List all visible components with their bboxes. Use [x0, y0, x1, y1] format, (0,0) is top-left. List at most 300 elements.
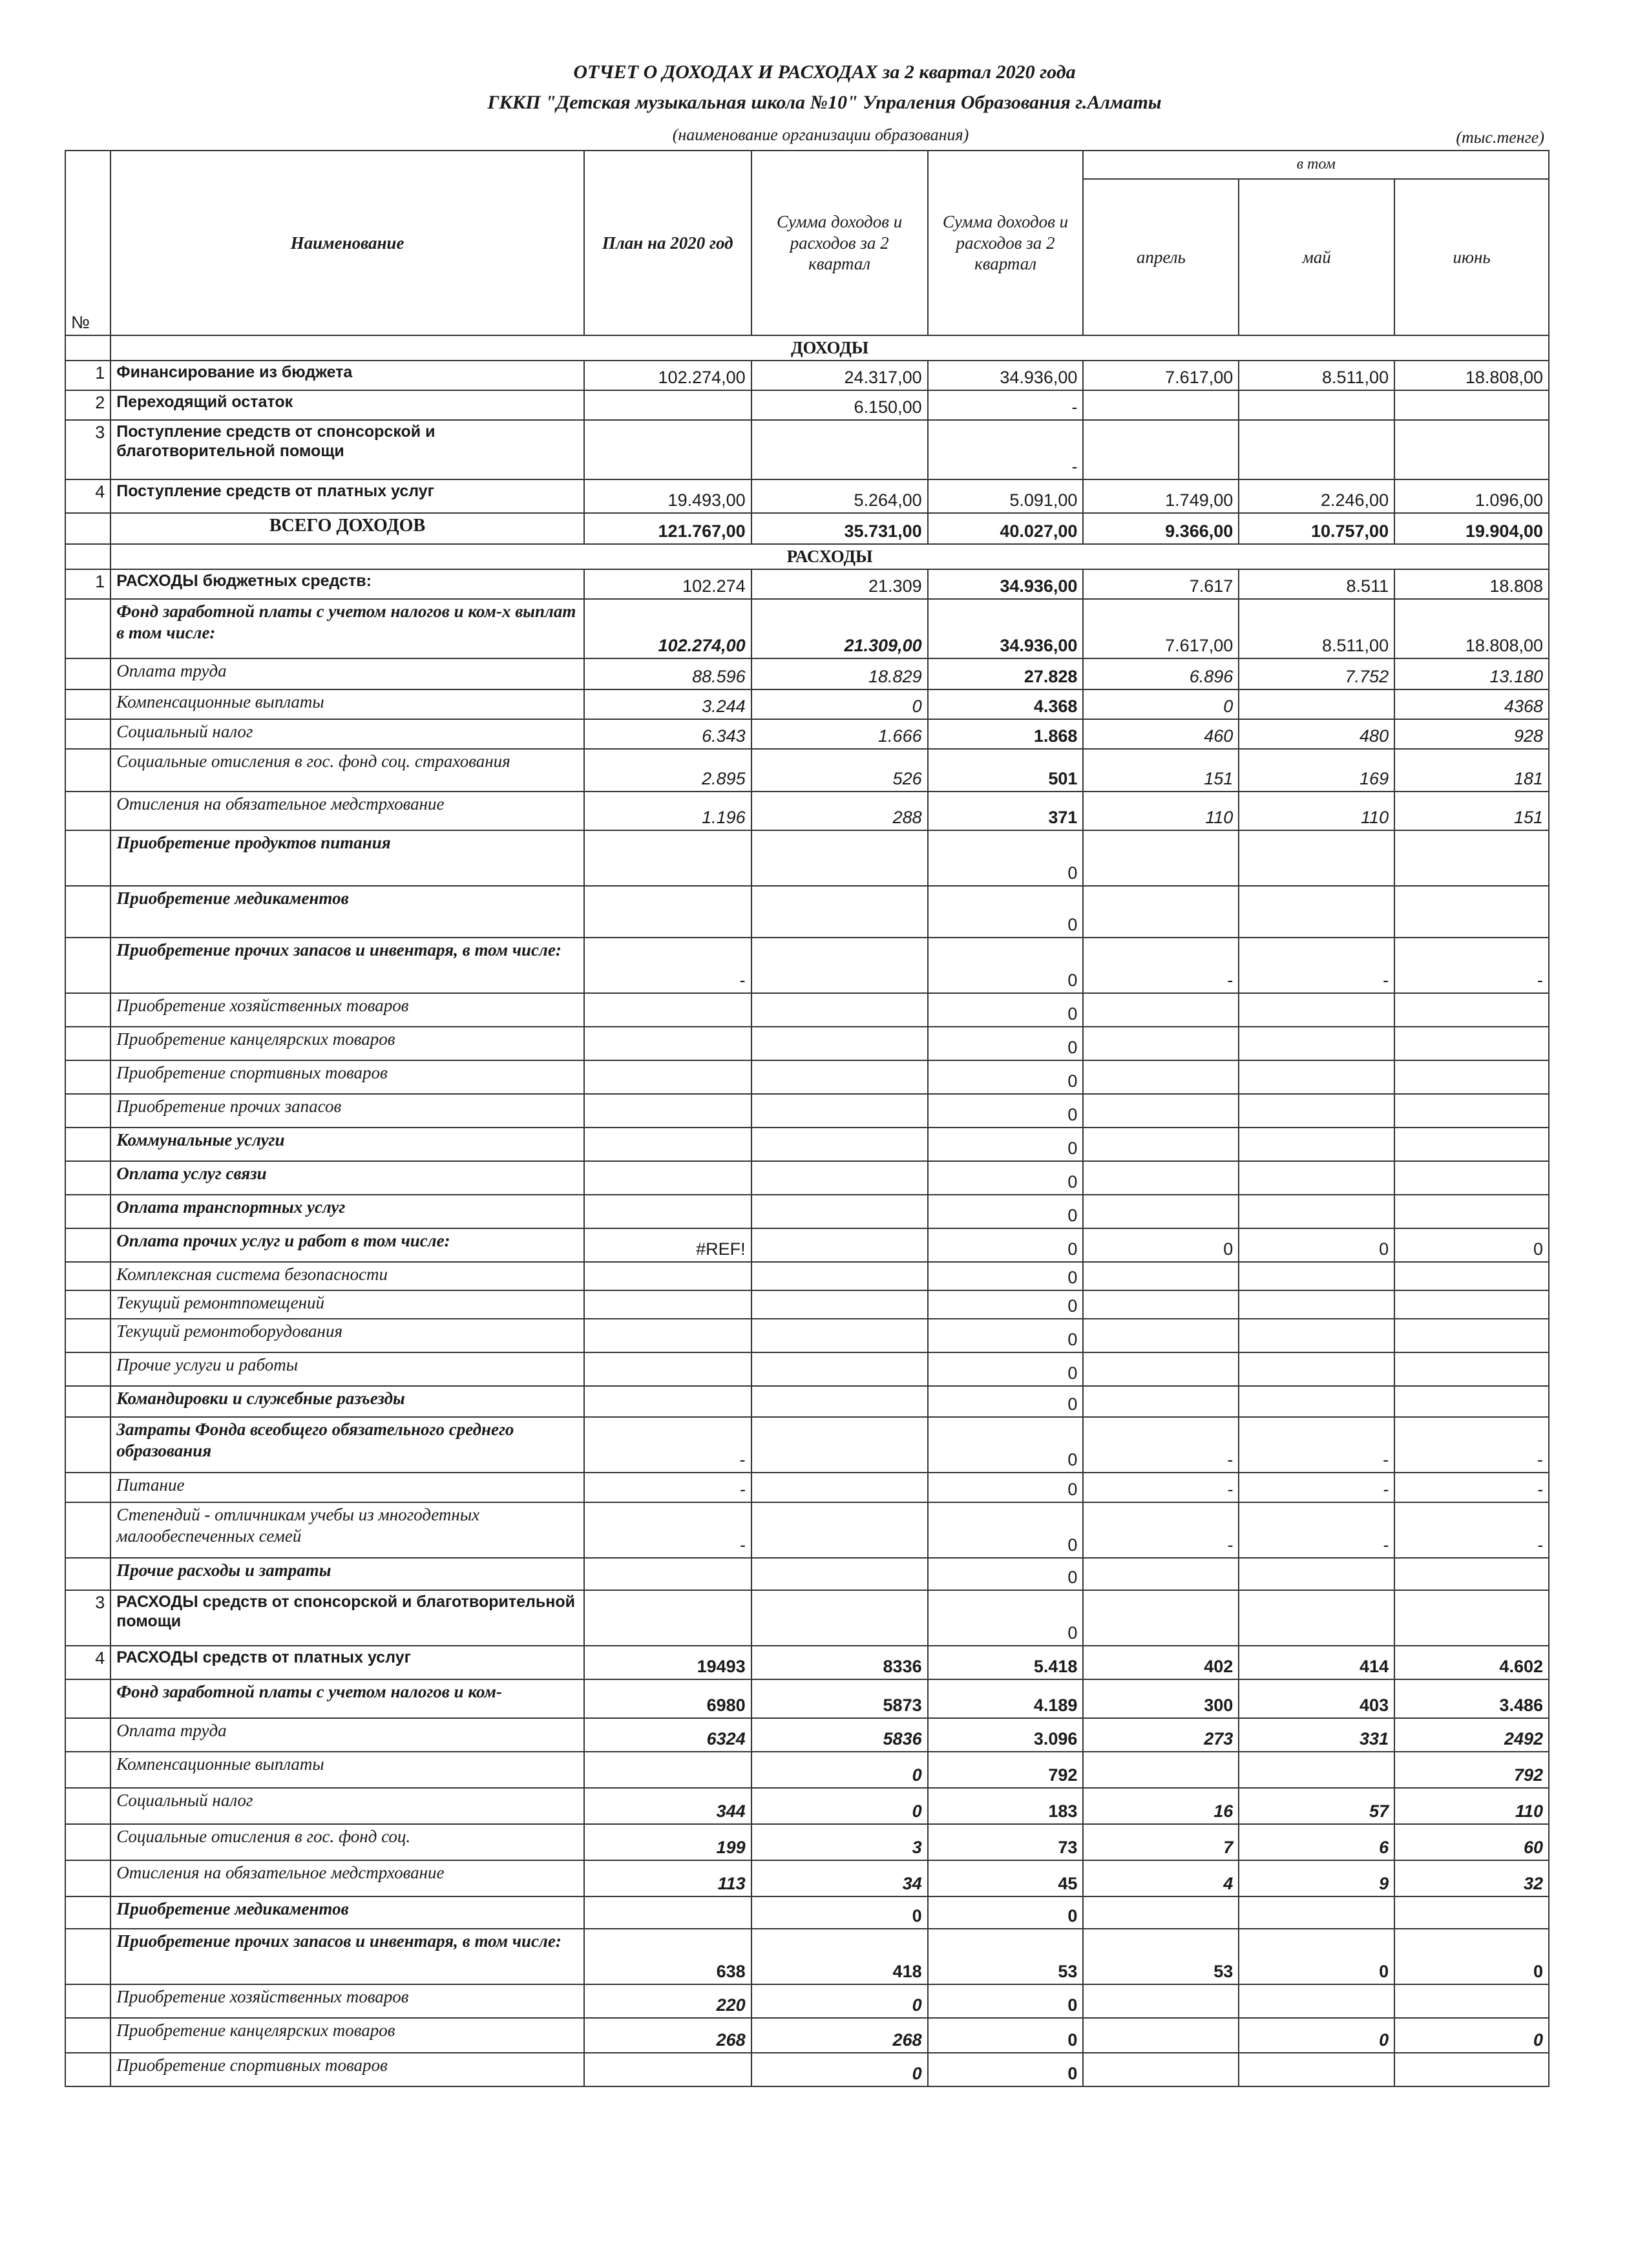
cell-q2: 21.309,00	[751, 599, 928, 658]
row-number	[65, 1417, 110, 1473]
cell-april	[1083, 1984, 1239, 2018]
cell-plan	[584, 1290, 751, 1319]
cell-plan	[584, 420, 751, 479]
row-number	[65, 1718, 110, 1752]
cell-june: 60	[1394, 1824, 1549, 1860]
cell-april: 460	[1083, 719, 1239, 749]
cell-plan	[584, 1752, 751, 1788]
cell-q2-alt: -	[928, 390, 1084, 420]
cell-q2-alt: -	[928, 420, 1084, 479]
cell-april	[1083, 886, 1239, 938]
cell-may: 8.511,00	[1239, 599, 1394, 658]
cell-june	[1394, 993, 1549, 1027]
cell-plan	[584, 1060, 751, 1094]
table-row	[65, 1290, 1549, 1319]
row-number: 4	[65, 1646, 110, 1679]
row-number	[65, 1228, 110, 1262]
cell-april	[1083, 2018, 1239, 2053]
row-name: РАСХОДЫ бюджетных средств:	[110, 569, 584, 599]
cell-plan	[584, 1094, 751, 1128]
row-number	[65, 1558, 110, 1590]
cell-april: 110	[1083, 792, 1239, 830]
table-row	[65, 1195, 1549, 1228]
cell-q2: 0	[751, 689, 928, 719]
cell-may	[1239, 1094, 1394, 1128]
cell-q2: 0	[751, 2053, 928, 2086]
row-number	[65, 513, 110, 544]
cell-plan: 2.895	[584, 749, 751, 792]
row-number	[65, 792, 110, 830]
cell-q2-alt: 0	[928, 1262, 1084, 1290]
cell-april: 300	[1083, 1679, 1239, 1718]
table-row	[65, 1590, 1549, 1646]
cell-may: 110	[1239, 792, 1394, 830]
cell-plan	[584, 1590, 751, 1646]
cell-q2-alt: 1.868	[928, 719, 1084, 749]
row-name: Социальный налог	[110, 719, 584, 749]
cell-may: -	[1239, 1473, 1394, 1502]
cell-may	[1239, 830, 1394, 886]
cell-may: 331	[1239, 1718, 1394, 1752]
cell-april: 273	[1083, 1718, 1239, 1752]
row-number	[65, 689, 110, 719]
cell-q2-alt: 4.189	[928, 1679, 1084, 1718]
table-row	[65, 1984, 1549, 2018]
row-name: Приобретение спортивных товаров	[110, 2053, 584, 2086]
cell-plan: 638	[584, 1929, 751, 1984]
cell-june	[1394, 390, 1549, 420]
cell-april	[1083, 1896, 1239, 1929]
row-name: Оплата транспортных услуг	[110, 1195, 584, 1228]
cell-plan	[584, 1896, 751, 1929]
table-row	[65, 749, 1549, 792]
row-number	[65, 1319, 110, 1352]
cell-june: -	[1394, 1502, 1549, 1558]
cell-q2-alt: 0	[928, 2053, 1084, 2086]
cell-may: 6	[1239, 1824, 1394, 1860]
row-name: Оплата труда	[110, 658, 584, 689]
row-name: Социальные отисления в гос. фонд соц.	[110, 1824, 584, 1860]
row-name: Фонд заработной платы с учетом налогов и ком-х выплат в том числе:	[110, 599, 584, 658]
cell-april	[1083, 1290, 1239, 1319]
table-row	[65, 1824, 1549, 1860]
section-spacer	[65, 335, 110, 361]
row-name: Приобретение хозяйственных товаров	[110, 993, 584, 1027]
cell-june	[1394, 1195, 1549, 1228]
cell-q2: 0	[751, 1788, 928, 1824]
cell-may: 0	[1239, 1929, 1394, 1984]
cell-q2	[751, 1094, 928, 1128]
row-number	[65, 1860, 110, 1896]
cell-april	[1083, 830, 1239, 886]
cell-q2-alt: 0	[928, 1195, 1084, 1228]
row-number	[65, 1473, 110, 1502]
cell-q2	[751, 993, 928, 1027]
cell-june	[1394, 2053, 1549, 2086]
row-number	[65, 1161, 110, 1195]
cell-q2	[751, 1128, 928, 1161]
col-header-plan: План на 2020 год	[584, 151, 751, 335]
row-name: Прочие услуги и работы	[110, 1352, 584, 1386]
row-name: Оплата услуг связи	[110, 1161, 584, 1195]
cell-april: -	[1083, 938, 1239, 993]
cell-april	[1083, 390, 1239, 420]
cell-may: 0	[1239, 2018, 1394, 2053]
row-name: Приобретение прочих запасов	[110, 1094, 584, 1128]
table-row	[65, 1228, 1549, 1262]
cell-june: 19.904,00	[1394, 513, 1549, 544]
table-row	[65, 1558, 1549, 1590]
cell-may	[1239, 1319, 1394, 1352]
cell-q2-alt: 0	[928, 993, 1084, 1027]
cell-june: 0	[1394, 2018, 1549, 2053]
cell-june	[1394, 886, 1549, 938]
cell-june	[1394, 1386, 1549, 1417]
cell-q2-alt: 501	[928, 749, 1084, 792]
cell-june: 928	[1394, 719, 1549, 749]
cell-plan	[584, 1386, 751, 1417]
table-body	[65, 335, 1549, 2086]
col-header-sum-q2: Сумма доходов и расходов за 2 квартал	[751, 151, 928, 335]
cell-april: 7	[1083, 1824, 1239, 1860]
cell-april	[1083, 1128, 1239, 1161]
row-name: РАСХОДЫ средств от платных услуг	[110, 1646, 584, 1679]
table-row	[65, 2018, 1549, 2053]
cell-june: 4368	[1394, 689, 1549, 719]
cell-plan: 88.596	[584, 658, 751, 689]
cell-april: 402	[1083, 1646, 1239, 1679]
row-number	[65, 1386, 110, 1417]
table-row	[65, 1679, 1549, 1718]
table-row	[65, 938, 1549, 993]
row-name: Оплата прочих услуг и работ в том числе:	[110, 1228, 584, 1262]
col-header-june: июнь	[1394, 179, 1549, 335]
row-name: Финансирование из бюджета	[110, 361, 584, 390]
cell-q2-alt: 27.828	[928, 658, 1084, 689]
cell-q2: 6.150,00	[751, 390, 928, 420]
cell-plan: 121.767,00	[584, 513, 751, 544]
cell-june: 1.096,00	[1394, 479, 1549, 513]
row-number: 4	[65, 479, 110, 513]
cell-plan: #REF!	[584, 1228, 751, 1262]
col-header-sum-q2-alt: Сумма доходов и расходов за 2 квартал	[928, 151, 1084, 335]
section-spacer	[65, 544, 110, 569]
cell-june	[1394, 830, 1549, 886]
table-row	[65, 361, 1549, 390]
cell-may	[1239, 993, 1394, 1027]
cell-june	[1394, 1896, 1549, 1929]
cell-june: 151	[1394, 792, 1549, 830]
table-row	[65, 886, 1549, 938]
cell-q2-alt: 5.418	[928, 1646, 1084, 1679]
cell-q2-alt: 34.936,00	[928, 361, 1084, 390]
cell-q2	[751, 1417, 928, 1473]
cell-q2-alt: 45	[928, 1860, 1084, 1896]
cell-april	[1083, 1386, 1239, 1417]
cell-june: 3.486	[1394, 1679, 1549, 1718]
cell-may: -	[1239, 1417, 1394, 1473]
cell-q2-alt: 34.936,00	[928, 599, 1084, 658]
row-number	[65, 1027, 110, 1060]
cell-april: 6.896	[1083, 658, 1239, 689]
cell-april	[1083, 420, 1239, 479]
cell-june	[1394, 1060, 1549, 1094]
currency-unit: (тыс.тенге)	[1456, 128, 1544, 147]
cell-april: -	[1083, 1417, 1239, 1473]
row-number	[65, 1679, 110, 1718]
cell-june: 18.808,00	[1394, 361, 1549, 390]
cell-q2: 1.666	[751, 719, 928, 749]
cell-q2	[751, 1352, 928, 1386]
cell-june	[1394, 420, 1549, 479]
cell-q2	[751, 1386, 928, 1417]
cell-may: 0	[1239, 1228, 1394, 1262]
row-name: Степендий - отличникам учебы из многодетных малообеспеченных семей	[110, 1502, 584, 1558]
table-row	[65, 1027, 1549, 1060]
cell-april: 53	[1083, 1929, 1239, 1984]
table-row	[65, 719, 1549, 749]
cell-april: 7.617	[1083, 569, 1239, 599]
cell-q2	[751, 420, 928, 479]
cell-q2-alt: 0	[928, 1590, 1084, 1646]
cell-april	[1083, 1094, 1239, 1128]
cell-q2: 5836	[751, 1718, 928, 1752]
cell-q2	[751, 1590, 928, 1646]
cell-may: -	[1239, 938, 1394, 993]
row-number	[65, 1290, 110, 1319]
cell-may: 57	[1239, 1788, 1394, 1824]
cell-may	[1239, 1896, 1394, 1929]
cell-june: 18.808,00	[1394, 599, 1549, 658]
row-number	[65, 1128, 110, 1161]
row-number	[65, 1060, 110, 1094]
col-header-name: Наименование	[110, 151, 584, 335]
cell-plan: 6324	[584, 1718, 751, 1752]
cell-q2-alt: 0	[928, 1473, 1084, 1502]
cell-april: 16	[1083, 1788, 1239, 1824]
table-row	[65, 1718, 1549, 1752]
table-row	[65, 569, 1549, 599]
row-number	[65, 1094, 110, 1128]
cell-june: 13.180	[1394, 658, 1549, 689]
cell-june: -	[1394, 938, 1549, 993]
row-number	[65, 830, 110, 886]
cell-june: -	[1394, 1417, 1549, 1473]
cell-q2: 268	[751, 2018, 928, 2053]
cell-april	[1083, 2053, 1239, 2086]
cell-june: 2492	[1394, 1718, 1549, 1752]
row-name: Поступление средств от спонсорской и благотворительной помощи	[110, 420, 584, 479]
row-name: Социальный налог	[110, 1788, 584, 1824]
cell-plan	[584, 886, 751, 938]
cell-may	[1239, 1262, 1394, 1290]
cell-may	[1239, 689, 1394, 719]
row-name: Отисления на обязательное медстрхование	[110, 1860, 584, 1896]
cell-june	[1394, 1094, 1549, 1128]
cell-may	[1239, 1590, 1394, 1646]
table-row	[65, 689, 1549, 719]
row-name: Приобретение продуктов питания	[110, 830, 584, 886]
report-title: ОТЧЕТ О ДОХОДАХ И РАСХОДАХ за 2 квартал 2020 года	[573, 61, 1076, 83]
cell-may	[1239, 1161, 1394, 1195]
cell-may: -	[1239, 1502, 1394, 1558]
cell-q2-alt: 0	[928, 1502, 1084, 1558]
cell-q2: 24.317,00	[751, 361, 928, 390]
cell-plan: 102.274,00	[584, 599, 751, 658]
cell-q2-alt: 0	[928, 1290, 1084, 1319]
cell-q2: 418	[751, 1929, 928, 1984]
col-header-no: №	[65, 151, 110, 335]
row-number	[65, 1929, 110, 1984]
cell-april: 151	[1083, 749, 1239, 792]
cell-plan: 3.244	[584, 689, 751, 719]
row-number	[65, 1352, 110, 1386]
row-number	[65, 1502, 110, 1558]
row-number	[65, 719, 110, 749]
row-name: Приобретение канцелярских товаров	[110, 2018, 584, 2053]
cell-june: 0	[1394, 1929, 1549, 1984]
cell-q2-alt: 0	[928, 1896, 1084, 1929]
cell-june: 32	[1394, 1860, 1549, 1896]
cell-q2: 18.829	[751, 658, 928, 689]
cell-q2-alt: 0	[928, 1094, 1084, 1128]
cell-may	[1239, 1195, 1394, 1228]
table-row	[65, 1386, 1549, 1417]
cell-june	[1394, 1558, 1549, 1590]
row-number	[65, 938, 110, 993]
cell-may	[1239, 1984, 1394, 2018]
cell-q2: 21.309	[751, 569, 928, 599]
row-number	[65, 993, 110, 1027]
table-row	[65, 1860, 1549, 1896]
cell-q2: 0	[751, 1896, 928, 1929]
cell-plan: -	[584, 938, 751, 993]
cell-april	[1083, 1027, 1239, 1060]
cell-may	[1239, 1752, 1394, 1788]
cell-q2	[751, 1502, 928, 1558]
cell-q2	[751, 1290, 928, 1319]
cell-q2	[751, 1262, 928, 1290]
cell-q2: 0	[751, 1984, 928, 2018]
cell-april	[1083, 993, 1239, 1027]
cell-april: 0	[1083, 1228, 1239, 1262]
cell-q2-alt: 0	[928, 1161, 1084, 1195]
cell-q2-alt: 183	[928, 1788, 1084, 1824]
cell-plan	[584, 993, 751, 1027]
cell-q2-alt: 0	[928, 1352, 1084, 1386]
cell-may: 7.752	[1239, 658, 1394, 689]
cell-may	[1239, 1352, 1394, 1386]
row-name: ВСЕГО ДОХОДОВ	[110, 513, 584, 544]
cell-plan: -	[584, 1473, 751, 1502]
table-row	[65, 420, 1549, 479]
row-name: Приобретение медикаментов	[110, 886, 584, 938]
row-number: 1	[65, 569, 110, 599]
table-row	[65, 1094, 1549, 1128]
cell-plan	[584, 1195, 751, 1228]
cell-q2	[751, 886, 928, 938]
col-header-including: в том	[1083, 151, 1549, 179]
row-number	[65, 749, 110, 792]
row-name: Питание	[110, 1473, 584, 1502]
table-row	[65, 792, 1549, 830]
cell-q2-alt: 792	[928, 1752, 1084, 1788]
row-number	[65, 599, 110, 658]
row-number: 3	[65, 420, 110, 479]
cell-q2-alt: 0	[928, 2018, 1084, 2053]
table-row	[65, 2053, 1549, 2086]
cell-may: 8.511,00	[1239, 361, 1394, 390]
cell-april: 1.749,00	[1083, 479, 1239, 513]
table-row	[65, 1473, 1549, 1502]
cell-q2-alt: 0	[928, 1558, 1084, 1590]
cell-q2	[751, 1161, 928, 1195]
cell-plan: -	[584, 1502, 751, 1558]
cell-may: 403	[1239, 1679, 1394, 1718]
row-number: 1	[65, 361, 110, 390]
cell-may: 10.757,00	[1239, 513, 1394, 544]
table-row	[65, 1128, 1549, 1161]
cell-plan	[584, 2053, 751, 2086]
cell-plan	[584, 1319, 751, 1352]
cell-june	[1394, 1984, 1549, 2018]
table-row	[65, 390, 1549, 420]
table-row	[65, 479, 1549, 513]
cell-plan	[584, 1161, 751, 1195]
row-name: Компенсационные выплаты	[110, 689, 584, 719]
row-name: Прочие расходы и затраты	[110, 1558, 584, 1590]
cell-april	[1083, 1590, 1239, 1646]
table-row	[65, 658, 1549, 689]
table-row	[65, 1352, 1549, 1386]
cell-april	[1083, 1262, 1239, 1290]
cell-q2: 526	[751, 749, 928, 792]
cell-plan	[584, 1262, 751, 1290]
col-header-april: апрель	[1083, 179, 1239, 335]
section-row-income	[65, 335, 1549, 361]
row-name: Командировки и служебные разъезды	[110, 1386, 584, 1417]
cell-april: 7.617,00	[1083, 599, 1239, 658]
cell-plan: -	[584, 1417, 751, 1473]
cell-q2	[751, 1195, 928, 1228]
cell-q2-alt: 0	[928, 1984, 1084, 2018]
cell-june: 181	[1394, 749, 1549, 792]
cell-q2-alt: 0	[928, 938, 1084, 993]
cell-may	[1239, 390, 1394, 420]
table-row	[65, 1752, 1549, 1788]
cell-june: -	[1394, 1473, 1549, 1502]
row-number	[65, 886, 110, 938]
row-name: Приобретение канцелярских товаров	[110, 1027, 584, 1060]
row-name: РАСХОДЫ средств от спонсорской и благотворительной помощи	[110, 1590, 584, 1646]
row-name: Оплата труда	[110, 1718, 584, 1752]
cell-april: 0	[1083, 689, 1239, 719]
table-row	[65, 1502, 1549, 1558]
row-number	[65, 658, 110, 689]
cell-may	[1239, 1558, 1394, 1590]
cell-q2-alt: 5.091,00	[928, 479, 1084, 513]
table-row	[65, 1161, 1549, 1195]
cell-may: 8.511	[1239, 569, 1394, 599]
cell-june: 4.602	[1394, 1646, 1549, 1679]
table-row	[65, 1788, 1549, 1824]
section-title: РАСХОДЫ	[110, 544, 1549, 569]
row-number	[65, 1824, 110, 1860]
cell-june: 110	[1394, 1788, 1549, 1824]
row-name: Переходящий остаток	[110, 390, 584, 420]
row-number: 2	[65, 390, 110, 420]
cell-plan	[584, 1027, 751, 1060]
